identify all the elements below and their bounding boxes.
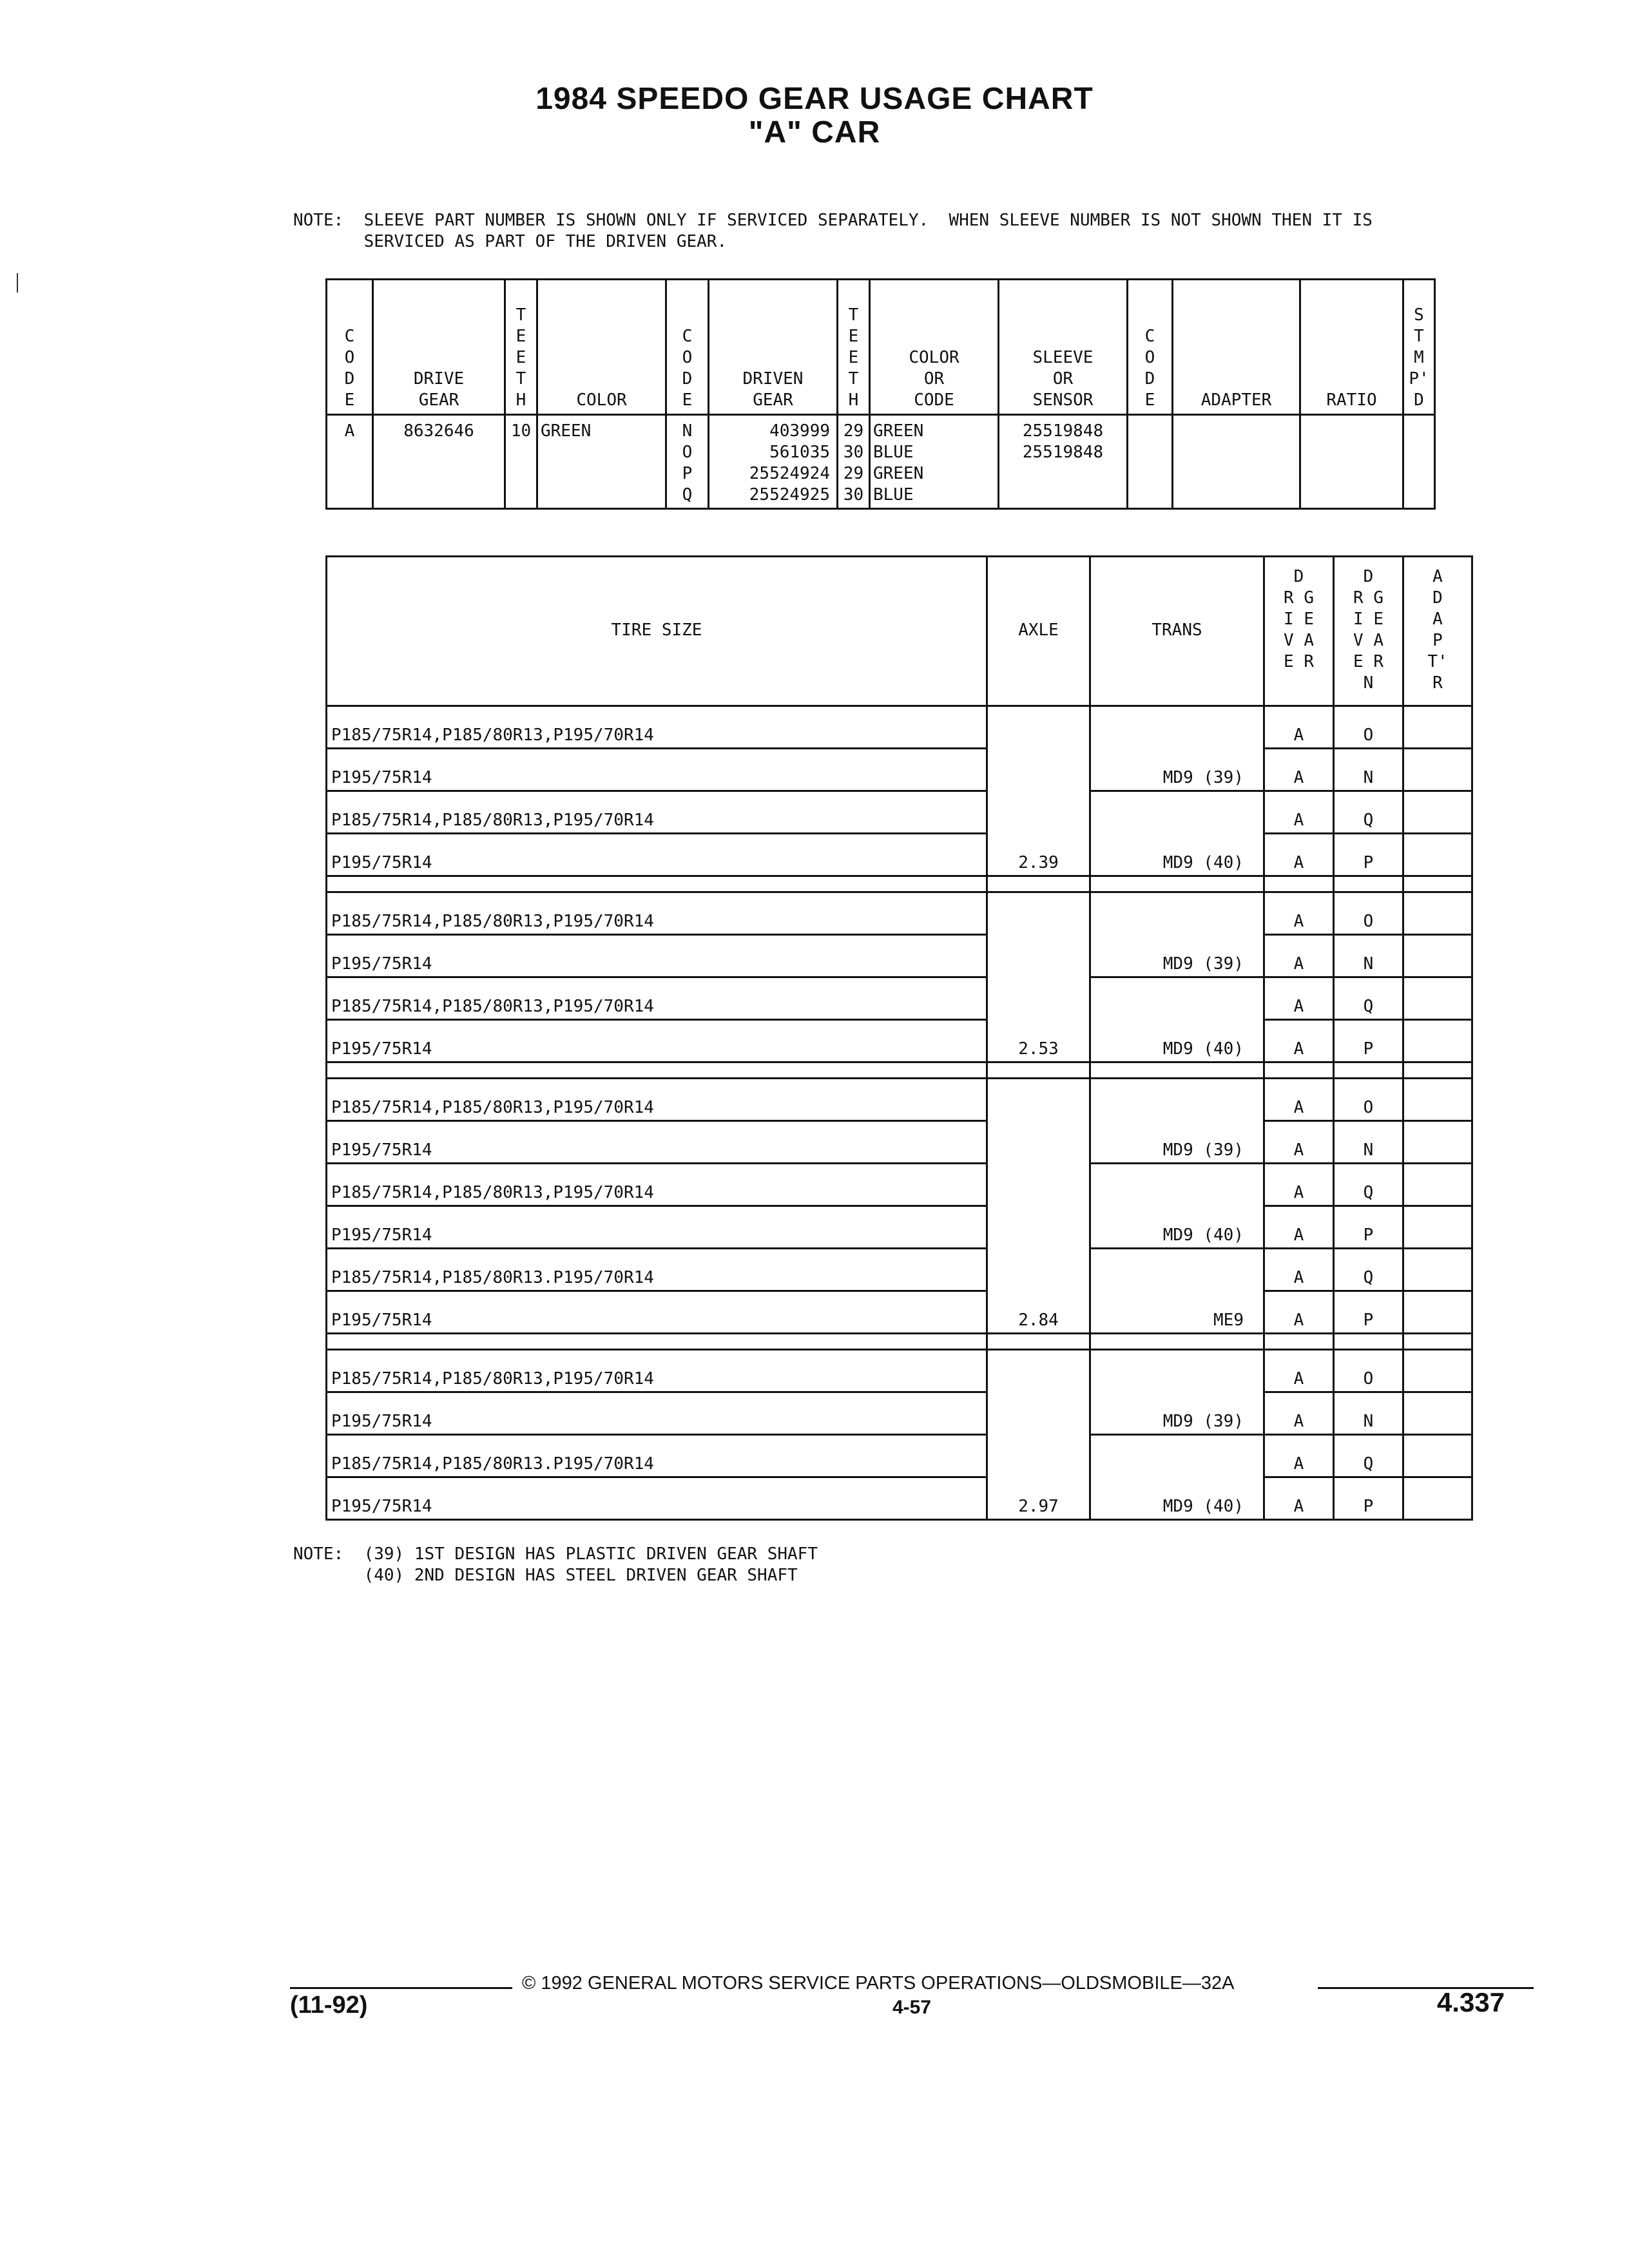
driven-gear-cell: Q [1334,1435,1403,1477]
page-title: 1984 SPEEDO GEAR USAGE CHART [535,82,1094,116]
col-header-axle: AXLE [987,557,1090,706]
adapter-cell [1403,1020,1472,1062]
tire-size-cell: P195/75R14 [327,1020,987,1062]
adapter-cell [1403,1350,1472,1392]
drive-gear-cell: A [1264,749,1334,791]
adapter-cell [1403,706,1472,749]
tire-table-row [327,1350,1472,1392]
page-subtitle: "A" CAR [748,115,881,149]
top-note-line-1: NOTE: SLEEVE PART NUMBER IS SHOWN ONLY IF SERVICED SEPARATELY. WHEN SLEEVE NUMBER IS NOT SHOWN THEN IT IS [293,211,1373,230]
axle-cell [987,1249,1090,1291]
drive-gear-cell: A [1264,1249,1334,1291]
axle-cell [987,1435,1090,1477]
tire-size-cell: P185/75R14,P185/80R13,P195/70R14 [327,1350,987,1392]
separator-cell [1334,876,1403,892]
group-separator-row [327,1062,1472,1079]
drive-gear-cell: A [1264,1350,1334,1392]
trans-cell [1090,1164,1264,1206]
tire-size-cell: P195/75R14 [327,1206,987,1249]
tire-table-row [327,749,1472,791]
top-note-line-2: SERVICED AS PART OF THE DRIVEN GEAR. [293,232,728,251]
col-header-code-2: C O D E [666,280,709,415]
trans-cell [1090,1435,1264,1477]
tire-size-cell: P185/75R14,P185/80R13,P195/70R14 [327,1079,987,1121]
row-driven-gears: 403999 561035 25524924 25524925 [709,415,838,509]
tire-table-row [327,706,1472,749]
trans-cell: MD9 (40) [1090,834,1264,876]
drive-gear-cell: A [1264,834,1334,876]
axle-cell [987,706,1090,749]
tire-table-row [327,1249,1472,1291]
driven-gear-cell: Q [1334,977,1403,1020]
row-drive-gear: 8632646 [373,415,505,509]
tire-table-header-row [327,557,1472,706]
axle-cell: 2.53 [987,1020,1090,1062]
col-header-stmpd: S T M P' D [1403,280,1435,415]
group-separator-row [327,1334,1472,1350]
adapter-cell [1403,791,1472,834]
adapter-cell [1403,1392,1472,1435]
footer-page-center: 4-57 [892,1997,932,2018]
tire-table-row [327,1079,1472,1121]
separator-cell [987,1334,1090,1350]
adapter-cell [1403,1249,1472,1291]
bottom-note-line-1: NOTE: (39) 1ST DESIGN HAS PLASTIC DRIVEN GEAR SHAFT [293,1544,818,1564]
axle-cell [987,892,1090,935]
driven-gear-cell: Q [1334,1164,1403,1206]
axle-cell [987,749,1090,791]
col-header-adapter: ADAPTER [1173,280,1300,415]
trans-cell [1090,892,1264,935]
separator-cell [1403,1334,1472,1350]
footer-date: (11-92) [290,1992,368,2019]
driven-gear-cell: P [1334,834,1403,876]
col-header-driven-gear: DRIVEN GEAR [709,280,838,415]
col-header-driven-gear: D R G I E V A E R N [1334,557,1403,706]
tire-table-row [327,791,1472,834]
separator-cell [1334,1334,1403,1350]
drive-gear-cell: A [1264,1079,1334,1121]
tire-size-table [325,555,1473,1521]
axle-cell [987,1121,1090,1164]
separator-cell [1403,876,1472,892]
separator-cell [1264,876,1334,892]
trans-cell [1090,1079,1264,1121]
tire-table-row [327,1206,1472,1249]
footer-copyright: © 1992 GENERAL MOTORS SERVICE PARTS OPERATIONS—OLDSMOBILE—32A [522,1973,1235,1994]
tire-size-cell: P185/75R14,P185/80R13.P195/70R14 [327,1249,987,1291]
adapter-cell [1403,935,1472,977]
axle-cell [987,1164,1090,1206]
separator-cell [1264,1062,1334,1079]
row-teeth: 10 [505,415,537,509]
separator-cell [1403,1062,1472,1079]
adapter-cell [1403,1477,1472,1520]
trans-cell [1090,706,1264,749]
axle-cell [987,791,1090,834]
driven-gear-cell: P [1334,1206,1403,1249]
trans-cell [1090,1249,1264,1291]
axle-cell: 2.97 [987,1477,1090,1520]
adapter-cell [1403,1164,1472,1206]
row-stmpd [1403,415,1435,509]
adapter-cell [1403,1121,1472,1164]
drive-gear-cell: A [1264,706,1334,749]
separator-cell [987,1062,1090,1079]
driven-gear-cell: N [1334,1121,1403,1164]
tire-size-cell: P185/75R14,P185/80R13,P195/70R14 [327,1164,987,1206]
trans-cell: MD9 (40) [1090,1206,1264,1249]
driven-gear-cell: N [1334,935,1403,977]
trans-cell: MD9 (39) [1090,1392,1264,1435]
bottom-note-line-2: (40) 2ND DESIGN HAS STEEL DRIVEN GEAR SHAFT [293,1566,798,1585]
drive-gear-cell: A [1264,1477,1334,1520]
footer-page-right: 4.337 [1437,1987,1505,2017]
drive-gear-cell: A [1264,935,1334,977]
tire-size-cell: P195/75R14 [327,1291,987,1334]
gear-table-header-row [327,280,1435,415]
tire-table-row [327,1121,1472,1164]
driven-gear-cell: Q [1334,1249,1403,1291]
trans-cell [1090,791,1264,834]
driven-gear-cell: O [1334,1350,1403,1392]
tire-table-row [327,1392,1472,1435]
tire-table-row [327,892,1472,935]
col-header-color-or-code: COLOR OR CODE [870,280,999,415]
driven-gear-cell: O [1334,706,1403,749]
drive-gear-cell: A [1264,1164,1334,1206]
drive-gear-cell: A [1264,892,1334,935]
row-driven-teeth: 29 30 29 30 [838,415,870,509]
margin-mark [17,273,18,293]
col-header-color: COLOR [537,280,666,415]
tire-size-cell: P195/75R14 [327,1477,987,1520]
tire-size-cell: P185/75R14,P185/80R13,P195/70R14 [327,706,987,749]
axle-cell [987,935,1090,977]
group-separator-row [327,876,1472,892]
trans-cell: ME9 [1090,1291,1264,1334]
tire-size-cell: P195/75R14 [327,1121,987,1164]
tire-table-row [327,1020,1472,1062]
col-header-code-3: C O D E [1128,280,1173,415]
trans-cell: MD9 (40) [1090,1020,1264,1062]
adapter-cell [1403,1291,1472,1334]
separator-cell [327,1062,987,1079]
col-header-ratio: RATIO [1300,280,1403,415]
driven-gear-cell: Q [1334,791,1403,834]
trans-cell: MD9 (39) [1090,749,1264,791]
drive-gear-cell: A [1264,1206,1334,1249]
adapter-cell [1403,977,1472,1020]
row-sleeves: 25519848 25519848 [999,415,1128,509]
tire-size-cell: P195/75R14 [327,749,987,791]
tire-size-cell: P185/75R14,P185/80R13,P195/70R14 [327,977,987,1020]
separator-cell [1090,876,1264,892]
col-header-drive-gear: D R G I E V A E R [1264,557,1334,706]
drive-gear-cell: A [1264,1020,1334,1062]
col-header-trans: TRANS [1090,557,1264,706]
axle-cell [987,1079,1090,1121]
trans-cell [1090,977,1264,1020]
col-header-sleeve-or-sensor: SLEEVE OR SENSOR [999,280,1128,415]
axle-cell [987,1350,1090,1392]
adapter-cell [1403,1435,1472,1477]
trans-cell: MD9 (39) [1090,935,1264,977]
tire-table-row [327,977,1472,1020]
adapter-cell [1403,1079,1472,1121]
tire-table-row [327,935,1472,977]
tire-table-row [327,1291,1472,1334]
col-header-teeth-2: T E E T H [838,280,870,415]
drive-gear-cell: A [1264,1121,1334,1164]
driven-gear-cell: N [1334,749,1403,791]
tire-size-cell: P195/75R14 [327,935,987,977]
tire-size-cell: P185/75R14,P185/80R13.P195/70R14 [327,1435,987,1477]
gear-table-row [327,415,1435,509]
row-code-3 [1128,415,1173,509]
separator-cell [1334,1062,1403,1079]
row-ratio [1300,415,1403,509]
trans-cell: MD9 (39) [1090,1121,1264,1164]
tire-table-row [327,1477,1472,1520]
col-header-tire-size: TIRE SIZE [327,557,987,706]
row-color: GREEN [537,415,666,509]
tire-table-row [327,1435,1472,1477]
tire-size-cell: P195/75R14 [327,834,987,876]
col-header-code: C O D E [327,280,373,415]
row-driven-codes: N O P Q [666,415,709,509]
row-adapter [1173,415,1300,509]
tire-size-cell: P185/75R14,P185/80R13,P195/70R14 [327,791,987,834]
axle-cell: 2.39 [987,834,1090,876]
driven-gear-cell: P [1334,1477,1403,1520]
adapter-cell [1403,892,1472,935]
drive-gear-cell: A [1264,791,1334,834]
axle-cell [987,1206,1090,1249]
tire-size-cell: P185/75R14,P185/80R13,P195/70R14 [327,892,987,935]
separator-cell [1264,1334,1334,1350]
driven-gear-cell: O [1334,1079,1403,1121]
drive-gear-cell: A [1264,1392,1334,1435]
adapter-cell [1403,749,1472,791]
gear-table [325,278,1436,510]
row-driven-colors: GREEN BLUE GREEN BLUE [870,415,999,509]
adapter-cell [1403,834,1472,876]
tire-size-cell: P195/75R14 [327,1392,987,1435]
separator-cell [327,1334,987,1350]
driven-gear-cell: O [1334,892,1403,935]
trans-cell [1090,1350,1264,1392]
row-code: A [327,415,373,509]
separator-cell [987,876,1090,892]
driven-gear-cell: P [1334,1291,1403,1334]
axle-cell [987,977,1090,1020]
driven-gear-cell: P [1334,1020,1403,1062]
drive-gear-cell: A [1264,977,1334,1020]
footer-rule-left [290,1987,512,1989]
axle-cell: 2.84 [987,1291,1090,1334]
drive-gear-cell: A [1264,1435,1334,1477]
separator-cell [1090,1062,1264,1079]
col-header-drive-gear: DRIVE GEAR [373,280,505,415]
tire-table-row [327,1164,1472,1206]
adapter-cell [1403,1206,1472,1249]
col-header-teeth: T E E T H [505,280,537,415]
col-header-adapter: A D A P T' R [1403,557,1472,706]
driven-gear-cell: N [1334,1392,1403,1435]
tire-table-row [327,834,1472,876]
drive-gear-cell: A [1264,1291,1334,1334]
trans-cell: MD9 (40) [1090,1477,1264,1520]
separator-cell [327,876,987,892]
axle-cell [987,1392,1090,1435]
separator-cell [1090,1334,1264,1350]
